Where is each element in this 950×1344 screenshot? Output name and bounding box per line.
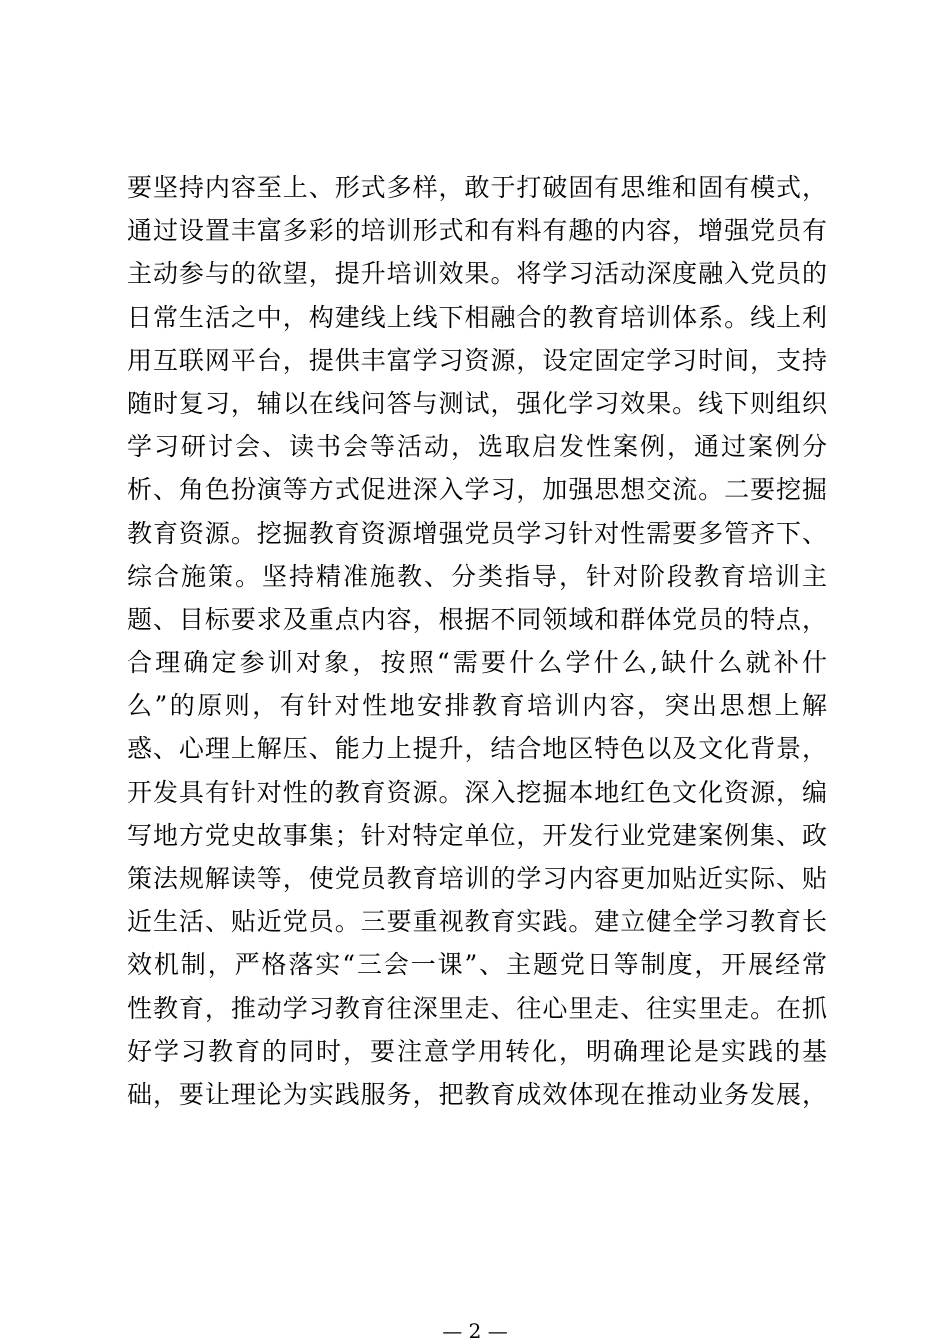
text-line: 综合施策。坚持精准施教、分类指导，针对阶段教育培训主 [127, 561, 827, 591]
text-line: 日常生活之中，构建线上线下相融合的教育培训体系。线上利 [127, 302, 827, 332]
page-number: — 2 — [442, 1319, 508, 1343]
text-line: 题、目标要求及重点内容，根据不同领域和群体党员的特点， [127, 604, 827, 634]
text-line: 写地方党史故事集；针对特定单位，开发行业党建案例集、政 [127, 820, 827, 850]
text-line: 随时复习，辅以在线问答与测试，强化学习效果。线下则组织 [127, 388, 827, 418]
text-line: 么”的原则，有针对性地安排教育培训内容，突出思想上解 [127, 691, 827, 721]
text-line: 析、角色扮演等方式促进深入学习，加强思想交流。二要挖掘 [127, 475, 827, 505]
text-line: 好学习教育的同时，要注意学用转化，明确理论是实践的基 [127, 1036, 827, 1066]
text-line: 惑、心理上解压、能力上提升，结合地区特色以及文化背景， [127, 734, 827, 764]
text-line: 通过设置丰富多彩的培训形式和有料有趣的内容，增强党员有 [127, 216, 827, 246]
text-line: 主动参与的欲望，提升培训效果。将学习活动深度融入党员的 [127, 259, 827, 289]
text-line: 要坚持内容至上、形式多样，敢于打破固有思维和固有模式， [127, 173, 827, 202]
text-line: 性教育，推动学习教育往深里走、往心里走、往实里走。在抓 [127, 993, 827, 1023]
text-line: 教育资源。挖掘教育资源增强党员学习针对性需要多管齐下、 [127, 518, 827, 548]
body-text [127, 166, 827, 1116]
text-line: 效机制，严格落实“三会一课”、主题党日等制度，开展经常 [127, 950, 827, 980]
text-line: 合理确定参训对象，按照“需要什么学什么,缺什么就补什 [127, 648, 827, 678]
text-line: 开发具有针对性的教育资源。深入挖掘本地红色文化资源，编 [127, 777, 827, 807]
text-line: 用互联网平台，提供丰富学习资源，设定固定学习时间，支持 [127, 345, 827, 375]
text-line: 础，要让理论为实践服务，把教育成效体现在推动业务发展， [127, 1079, 827, 1109]
text-line: 近生活、贴近党员。三要重视教育实践。建立健全学习教育长 [127, 907, 827, 937]
text-line: 学习研讨会、读书会等活动，选取启发性案例，通过案例分 [127, 432, 827, 462]
text-line: 策法规解读等，使党员教育培训的学习内容更加贴近实际、贴 [127, 864, 827, 893]
